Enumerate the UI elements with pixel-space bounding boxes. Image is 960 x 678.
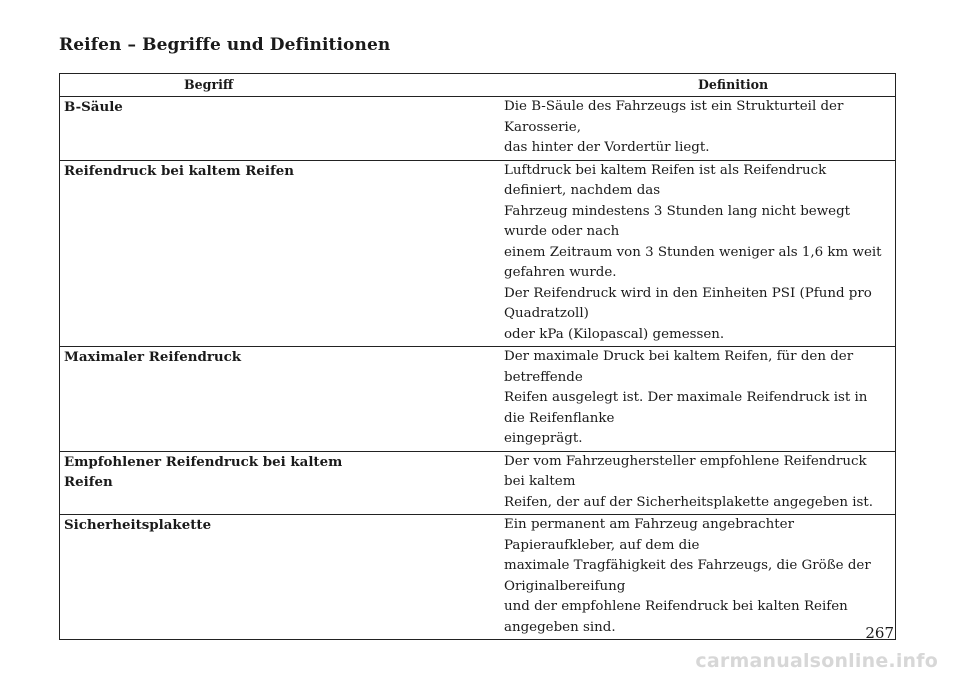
definition-cell <box>500 515 896 640</box>
term-text: Reifen <box>64 474 113 490</box>
definition-line: einem Zeitraum von 3 Stunden weniger als 1,6 km weit gefahren wurde. <box>504 244 882 280</box>
definition-cell <box>500 451 896 515</box>
term-text: Empfohlener Reifendruck bei kaltem <box>64 453 343 470</box>
definition-cell <box>500 160 896 347</box>
definition-line: maximale Tragfähigkeit des Fahrzeugs, die Größe der Originalbereifung <box>504 558 871 594</box>
definition-line: Reifen ausgelegt ist. Der maximale Reifendruck ist in die Reifenflanke <box>504 390 868 426</box>
definition-line: Ein permanent am Fahrzeug angebrachter Papieraufkleber, auf dem die <box>504 517 794 553</box>
definition-line: das hinter der Vordertür liegt. <box>504 140 710 155</box>
page-title: Reifen – Begriffe und Definitionen <box>59 35 391 55</box>
definition-cell <box>500 347 896 452</box>
definition-line: Der maximale Druck bei kaltem Reifen, für den der betreffende <box>504 349 854 385</box>
definition-line: oder kPa (Kilopascal) gemessen. <box>504 326 725 342</box>
table-row <box>60 97 896 161</box>
definition-line: und der empfohlene Reifendruck bei kalten Reifen angegeben sind. <box>504 599 848 635</box>
term-text: Sicherheitsplakette <box>64 517 212 533</box>
definition-line: Reifen, der auf der Sicherheitsplakette angegeben ist. <box>504 494 874 510</box>
term-cell <box>60 451 501 515</box>
table-row <box>60 160 896 347</box>
term-cell <box>60 97 501 161</box>
header-term: Begriff <box>60 74 501 97</box>
definition-cell <box>500 97 896 161</box>
terms-table <box>59 73 896 640</box>
table-header-row <box>60 74 896 97</box>
page-number: 267 <box>865 624 894 642</box>
term-text: B-Säule <box>64 99 123 115</box>
definition-line: Fahrzeug mindestens 3 Stunden lang nicht bewegt wurde oder nach <box>504 203 851 239</box>
definition-line: Luftdruck bei kaltem Reifen ist als Reifendruck definiert, nachdem das <box>504 162 827 198</box>
definition-line: Der vom Fahrzeughersteller empfohlene Reifendruck bei kaltem <box>504 453 867 489</box>
definition-line: eingeprägt. <box>504 431 583 446</box>
definition-line: Die B-Säule des Fahrzeugs ist ein Strukturteil der Karosserie, <box>504 99 844 135</box>
term-cell <box>60 347 501 452</box>
table-row <box>60 515 896 640</box>
term-cell <box>60 515 501 640</box>
term-text: Reifendruck bei kaltem Reifen <box>64 162 294 179</box>
watermark-logo: carmanualsonline.info <box>695 650 938 672</box>
term-text: Maximaler Reifendruck <box>64 349 242 365</box>
definition-line: Der Reifendruck wird in den Einheiten PSI (Pfund pro Quadratzoll) <box>504 285 872 321</box>
table-row <box>60 347 896 452</box>
header-definition: Definition <box>500 74 896 97</box>
term-cell <box>60 160 501 347</box>
table-row <box>60 451 896 515</box>
